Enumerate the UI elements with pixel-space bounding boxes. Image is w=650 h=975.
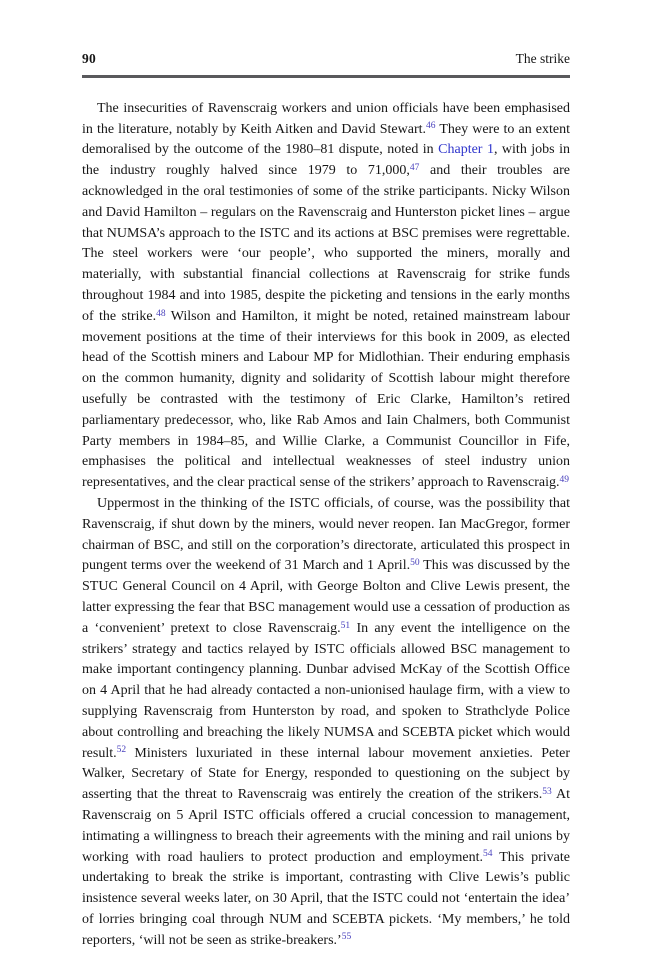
footnote-ref[interactable]: 47 <box>409 162 420 173</box>
page-number: 90 <box>82 51 97 66</box>
paragraph <box>82 494 570 952</box>
footnote-ref[interactable]: 48 <box>156 308 166 319</box>
running-head: The strike <box>515 51 570 66</box>
page-header <box>82 52 570 67</box>
text-run: , with jobs in the industry roughly halved since 1979 to 71,000, <box>82 142 570 179</box>
paragraph <box>82 99 570 494</box>
footnote-ref[interactable]: 49 <box>559 474 569 485</box>
text-run: At Ravenscraig on 5 April ISTC officials offered a crucial concession to management, intimating a willingness to breach their agreements with the mining and rail unions by working with road hauliers to protect production and employment. <box>82 787 570 865</box>
footnote-ref[interactable]: 53 <box>542 786 552 797</box>
footnote-ref[interactable]: 46 <box>426 121 436 132</box>
text-run: This was discussed by the STUC General Council on 4 April, with George Bolton and Clive Lewis present, the latter expressing the fear that BSC management would use a cessation of production as a ‘convenient’ pretext to close Ravenscraig. <box>82 558 570 636</box>
text-run: Ministers luxuriated in these internal labour movement anxieties. Peter Walker, Secretary of State for Energy, responded to questioning on the subject by asserting that the threat to Ravenscraig was entirely the creation of the strikers. <box>82 745 570 803</box>
text-run: The insecurities of Ravenscraig workers and union officials have been emphasised in the literature, notably by Keith Aitken and David Stewart. <box>82 100 570 137</box>
footnote-ref[interactable]: 50 <box>410 558 420 569</box>
footnote-ref[interactable]: 54 <box>482 849 493 860</box>
chapter-link[interactable]: Chapter 1 <box>438 142 494 158</box>
header-rule <box>82 75 570 78</box>
text-run: Uppermost in the thinking of the ISTC officials, of course, was the possibility that Ravenscraig, if shut down by the miners, would never reopen. Ian MacGregor, former chairman of BSC, and still on the corporation’s directorate, articulated this prospect in pungent terms over the weekend of 31 March and 1 April. <box>82 495 570 574</box>
text-run: This private undertaking to break the strike is important, contrasting with Clive Lewis’s public insistence several weeks later, on 30 April, that the ISTC could not ‘entertain the idea’ of lorries bringing coal through NUM and SCEBTA pickets. ‘My members,’ he told reporters, ‘will not be seen as strike-breakers.’ <box>82 849 570 948</box>
text-run: Wilson and Hamilton, it might be noted, retained mainstream labour movement positions at the time of their interviews for this book in 2009, as elected head of the Scottish miners and Labour MP for Midlothian. Their enduring emphasis on the common humanity, dignity and solidarity of Scottish labour might therefore usefully be contrasted with the testimony of Eric Clarke, Hamilton’s retired parliamentary predecessor, who, like Rab Amos and Iain Chalmers, both Communist Party members in 1984–85, and Willie Clarke, a Communist Councillor in Fife, emphasises the political and intellectual weaknesses of steel industry union representatives, and the clear practical sense of the strikers’ approach to Ravenscraig. <box>82 308 570 491</box>
footnote-ref[interactable]: 55 <box>341 932 352 943</box>
text-run: and their troubles are acknowledged in the oral testimonies of some of the strike participants. Nicky Wilson and David Hamilton – regulars on the Ravenscraig and Hunterston picket lines – argue that NUMSA’s approach to the ISTC and its actions at BSC premises were regrettable. The steel workers were ‘our people’, who supported the miners, morally and materially, with substantial financial collections at Ravenscraig for strike funds throughout 1984 and into 1985, despite the picketing and tensions in the early months of the strike. <box>82 163 570 324</box>
footnote-ref[interactable]: 51 <box>340 620 351 631</box>
text-run: In any event the intelligence on the strikers’ strategy and tactics relayed by ISTC officials allowed BSC management to make important contingency planning. Dunbar advised McKay of the Scottish Office on 4 April that he had already contacted a non-unionised haulage firm, with a view to supplying Ravenscraig from Hunterston by road, and spoken to Strathclyde Police about controlling and breaching the likely NUMSA and SCEBTA picket which would result. <box>82 620 570 761</box>
body-text <box>82 99 570 952</box>
footnote-ref[interactable]: 52 <box>116 745 127 756</box>
text-run: They were to an extent demoralised by the outcome of the 1980–81 dispute, noted in <box>82 121 570 158</box>
